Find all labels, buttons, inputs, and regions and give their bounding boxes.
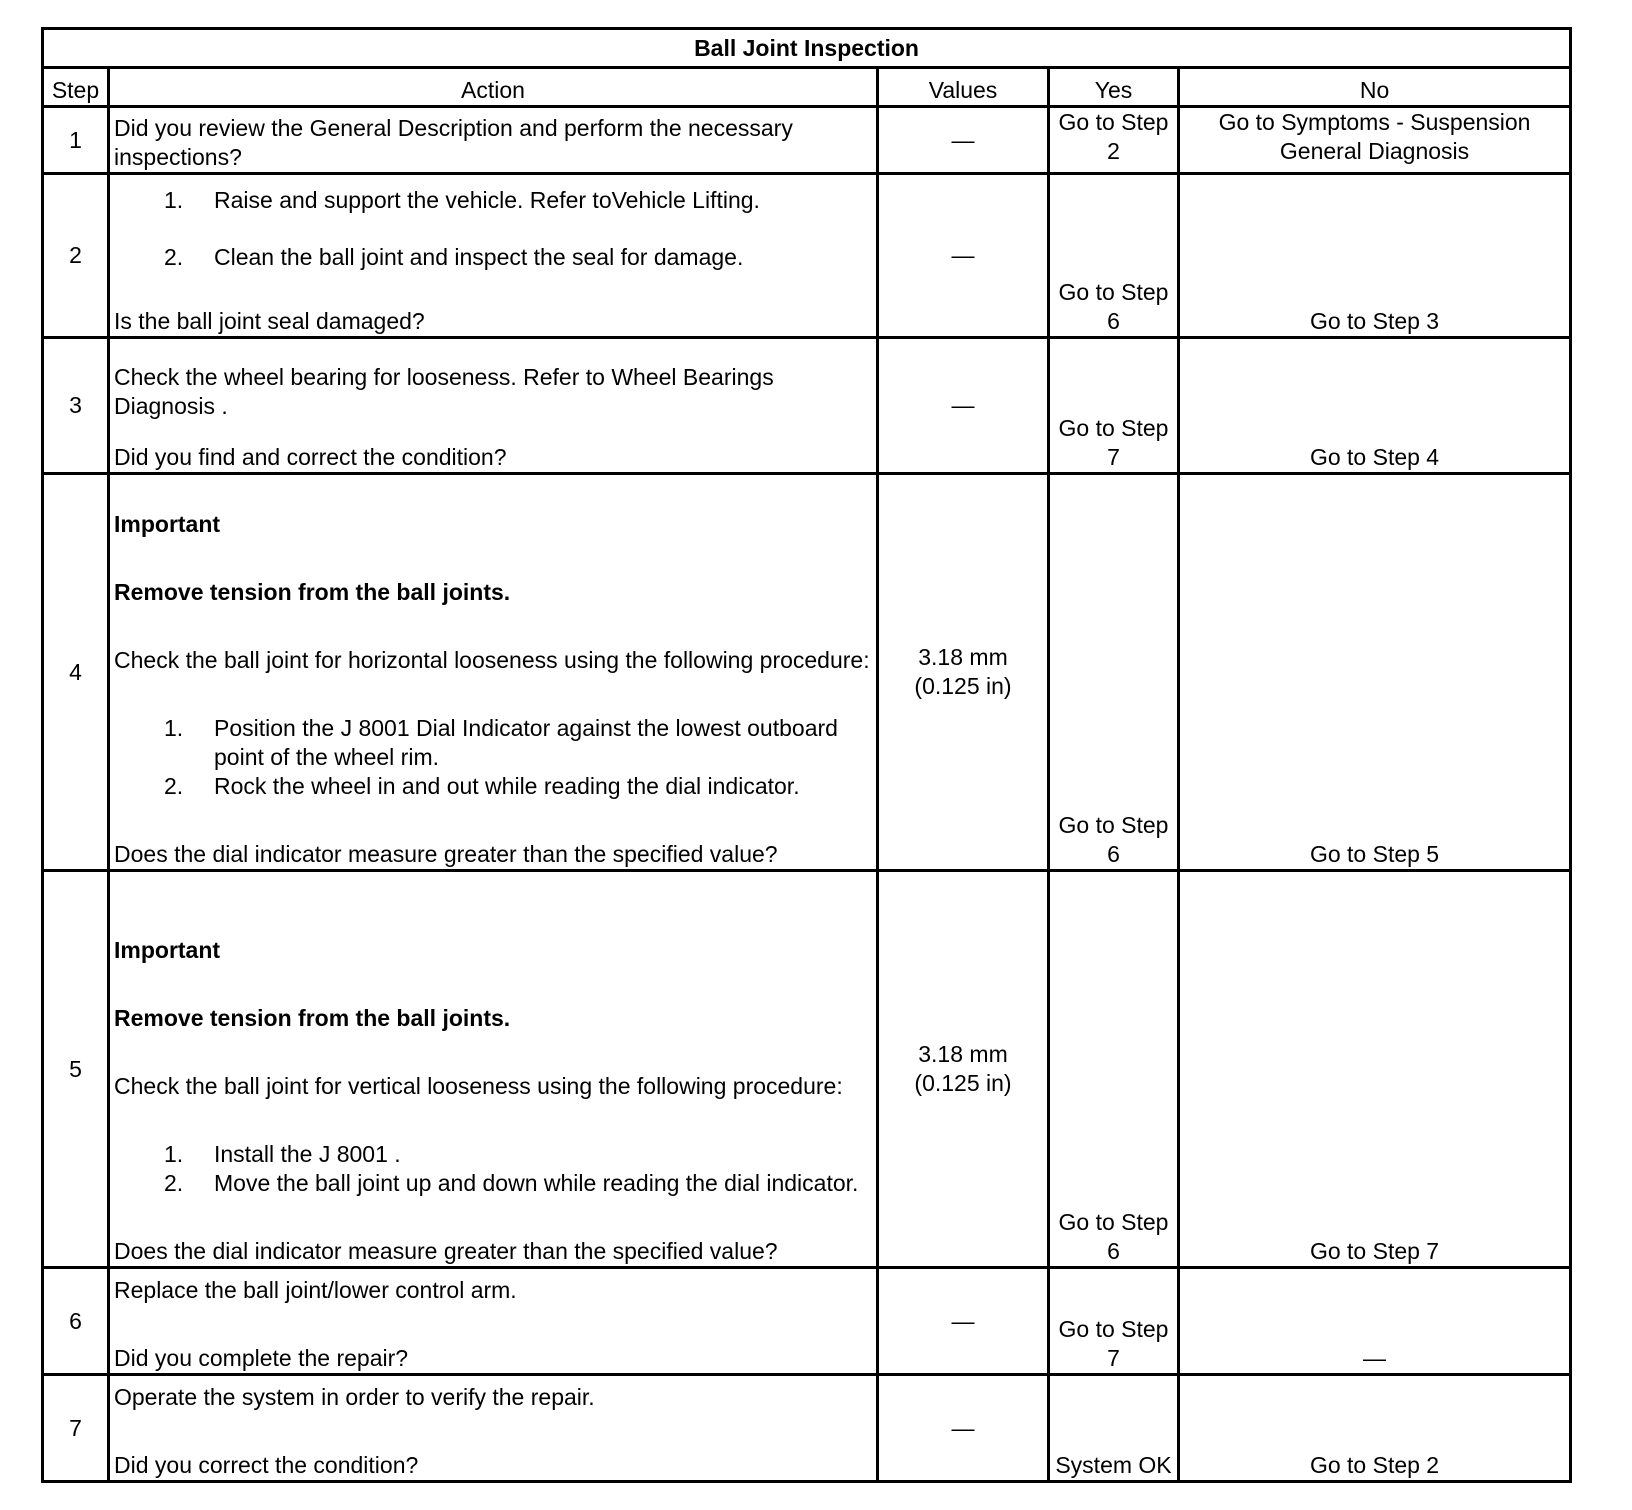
step-number: 5 — [43, 871, 109, 1268]
list-number: 1. — [164, 1141, 184, 1167]
header-yes: Yes — [1049, 68, 1179, 107]
values-cell: — — [878, 174, 1049, 338]
procedure-intro: Check the ball joint for horizontal looseness using the following procedure: — [114, 647, 870, 673]
list-text: Raise and support the vehicle. Refer toVehicle Lifting. — [214, 187, 760, 213]
table-row — [43, 107, 1571, 174]
table-row — [43, 1268, 1571, 1375]
action-text: Operate the system in order to verify the repair. — [114, 1384, 595, 1410]
step-number: 6 — [43, 1268, 109, 1375]
important-label: Important — [114, 511, 221, 537]
step-number: 3 — [43, 338, 109, 474]
table-row — [43, 474, 1571, 871]
list-text: Rock the wheel in and out while reading the dial indicator. — [214, 773, 800, 799]
action-text: Replace the ball joint/lower control arm. — [114, 1277, 517, 1303]
action-cell — [109, 338, 878, 474]
procedure-list — [114, 1140, 872, 1198]
list-item — [114, 186, 872, 215]
header-values: Values — [878, 68, 1049, 107]
warning-text: Remove tension from the ball joints. — [114, 579, 511, 605]
values-cell: 3.18 mm (0.125 in) — [878, 871, 1049, 1268]
no-cell: Go to Step 5 — [1179, 474, 1571, 871]
values-cell: — — [878, 338, 1049, 474]
question-text: Is the ball joint seal damaged? — [114, 308, 425, 334]
action-cell — [109, 1268, 878, 1375]
no-cell: Go to Step 2 — [1179, 1375, 1571, 1482]
question-text: Did you find and correct the condition? — [114, 444, 507, 470]
values-cell: 3.18 mm (0.125 in) — [878, 474, 1049, 871]
step-number: 7 — [43, 1375, 109, 1482]
values-cell: — — [878, 107, 1049, 174]
list-number: 1. — [164, 187, 184, 213]
table-row — [43, 871, 1571, 1268]
no-cell: Go to Symptoms - Suspension General Diagnosis — [1179, 107, 1571, 174]
action-cell — [109, 107, 878, 174]
list-item — [114, 714, 872, 772]
no-cell: Go to Step 7 — [1179, 871, 1571, 1268]
procedure-list — [114, 714, 872, 801]
step-number: 1 — [43, 107, 109, 174]
action-cell — [109, 474, 878, 871]
list-item — [114, 772, 872, 801]
question-text: Does the dial indicator measure greater than the specified value? — [114, 1238, 778, 1264]
table-row — [43, 338, 1571, 474]
yes-cell: Go to Step 6 — [1049, 474, 1179, 871]
list-item — [114, 1140, 872, 1169]
values-cell: — — [878, 1375, 1049, 1482]
ball-joint-inspection-table — [41, 27, 1572, 1483]
yes-cell: Go to Step 6 — [1049, 174, 1179, 338]
procedure-intro: Check the ball joint for vertical looseness using the following procedure: — [114, 1073, 843, 1099]
question-text: Did you correct the condition? — [114, 1452, 419, 1478]
list-number: 2. — [164, 244, 184, 270]
question-text: Does the dial indicator measure greater than the specified value? — [114, 841, 778, 867]
yes-cell: Go to Step 6 — [1049, 871, 1179, 1268]
no-cell: — — [1179, 1268, 1571, 1375]
values-cell: — — [878, 1268, 1049, 1375]
yes-cell: Go to Step 2 — [1049, 107, 1179, 174]
yes-cell: Go to Step 7 — [1049, 1268, 1179, 1375]
no-cell: Go to Step 3 — [1179, 174, 1571, 338]
action-text: Did you review the General Description and perform the necessary inspections? — [114, 115, 793, 170]
title-row — [43, 29, 1571, 68]
step-number: 2 — [43, 174, 109, 338]
table-row — [43, 1375, 1571, 1482]
action-text: Check the wheel bearing for looseness. Refer to Wheel Bearings Diagnosis . — [114, 364, 774, 419]
action-cell — [109, 871, 878, 1268]
yes-cell: Go to Step 7 — [1049, 338, 1179, 474]
table-row — [43, 174, 1571, 338]
procedure-list — [114, 186, 872, 272]
header-row — [43, 68, 1571, 107]
table-title: Ball Joint Inspection — [43, 29, 1571, 68]
action-cell — [109, 174, 878, 338]
header-step: Step — [43, 68, 109, 107]
yes-cell: System OK — [1049, 1375, 1179, 1482]
list-text: Clean the ball joint and inspect the seal for damage. — [214, 244, 744, 270]
header-action: Action — [109, 68, 878, 107]
warning-text: Remove tension from the ball joints. — [114, 1005, 511, 1031]
list-item — [114, 243, 872, 272]
list-item — [114, 1169, 872, 1198]
list-text: Move the ball joint up and down while reading the dial indicator. — [214, 1170, 859, 1196]
list-number: 2. — [164, 773, 184, 799]
list-text: Install the J 8001 . — [214, 1141, 401, 1167]
list-number: 1. — [164, 715, 184, 741]
important-label: Important — [114, 937, 221, 963]
list-text: Position the J 8001 Dial Indicator against the lowest outboard point of the wheel rim. — [214, 715, 838, 770]
no-cell: Go to Step 4 — [1179, 338, 1571, 474]
question-text: Did you complete the repair? — [114, 1345, 409, 1371]
action-cell — [109, 1375, 878, 1482]
header-no: No — [1179, 68, 1571, 107]
list-number: 2. — [164, 1170, 184, 1196]
step-number: 4 — [43, 474, 109, 871]
